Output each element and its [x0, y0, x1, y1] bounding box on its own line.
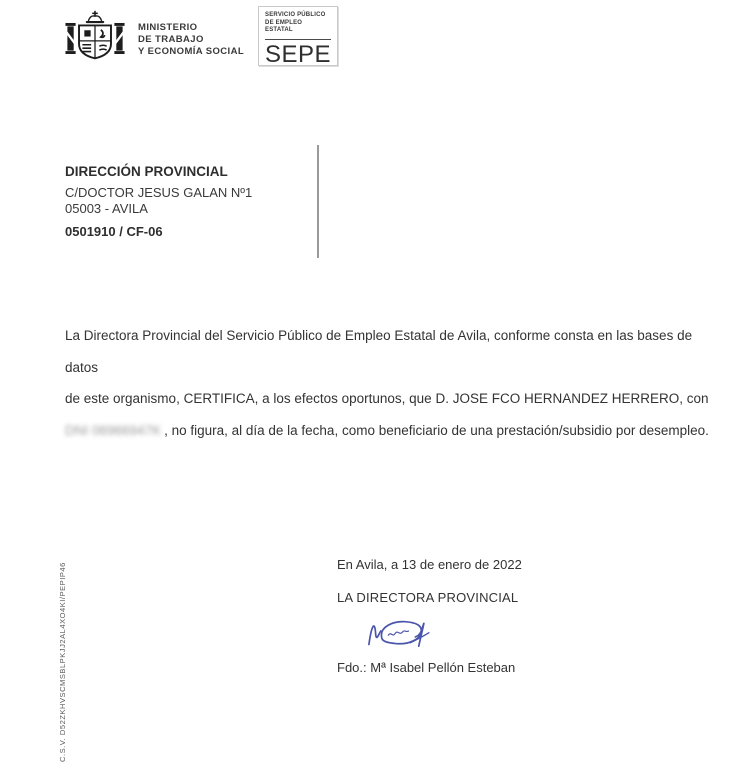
paragraph-line-1: La Directora Provincial del Servicio Público de Empleo Estatal de Avila, conforme consta en las bases de datos	[65, 328, 693, 375]
sepe-logo	[258, 6, 338, 66]
spain-coat-of-arms-icon	[64, 9, 126, 67]
signature-block	[337, 557, 522, 675]
paragraph-line-2: de este organismo, CERTIFICA, a los efectos oportunos, que D. JOSE FCO HERNANDEZ HERRERO, con	[65, 391, 709, 406]
ministry-line-3: Y ECONOMÍA SOCIAL	[138, 46, 245, 57]
sepe-acronym: SEPE	[265, 40, 332, 68]
certification-paragraph	[65, 320, 710, 446]
office-code: 0501910 / CF-06	[65, 224, 163, 239]
csv-verification-code: C.S.V. D52ZKHVSCMSBLPKJJ2AL4XO4KI/PEPIP46	[58, 562, 67, 762]
signer-role: LA DIRECTORA PROVINCIAL	[337, 590, 519, 605]
provincial-direction-title: DIRECCIÓN PROVINCIAL	[65, 164, 228, 179]
handwritten-signature	[363, 609, 439, 653]
provincial-address-block	[65, 164, 252, 240]
vertical-divider-line	[317, 145, 319, 258]
address-city: 05003 - AVILA	[65, 201, 148, 216]
sepe-divider	[265, 39, 331, 40]
ministry-name	[138, 22, 244, 58]
sepe-subtitle-line-1: SERVICIO PÚBLICO	[265, 12, 326, 18]
sepe-subtitle-line-2: DE EMPLEO ESTATAL	[265, 19, 303, 33]
paragraph-line-3-text: , no figura, al día de la fecha, como beneficiario de una prestación/subsidio por desempleo.	[164, 422, 709, 438]
document-header	[64, 6, 338, 67]
ministry-line-1: MINISTERIO	[138, 22, 198, 33]
ministry-line-2: DE TRABAJO	[138, 34, 204, 45]
place-and-date: En Avila, a 13 de enero de 2022	[337, 557, 522, 572]
signer-name: Fdo.: Mª Isabel Pellón Esteban	[337, 660, 516, 675]
paragraph-line-3	[65, 415, 710, 447]
address-street: C/DOCTOR JESUS GALAN Nº1	[65, 185, 253, 200]
redacted-dni: DNI 06966947K	[65, 422, 162, 438]
